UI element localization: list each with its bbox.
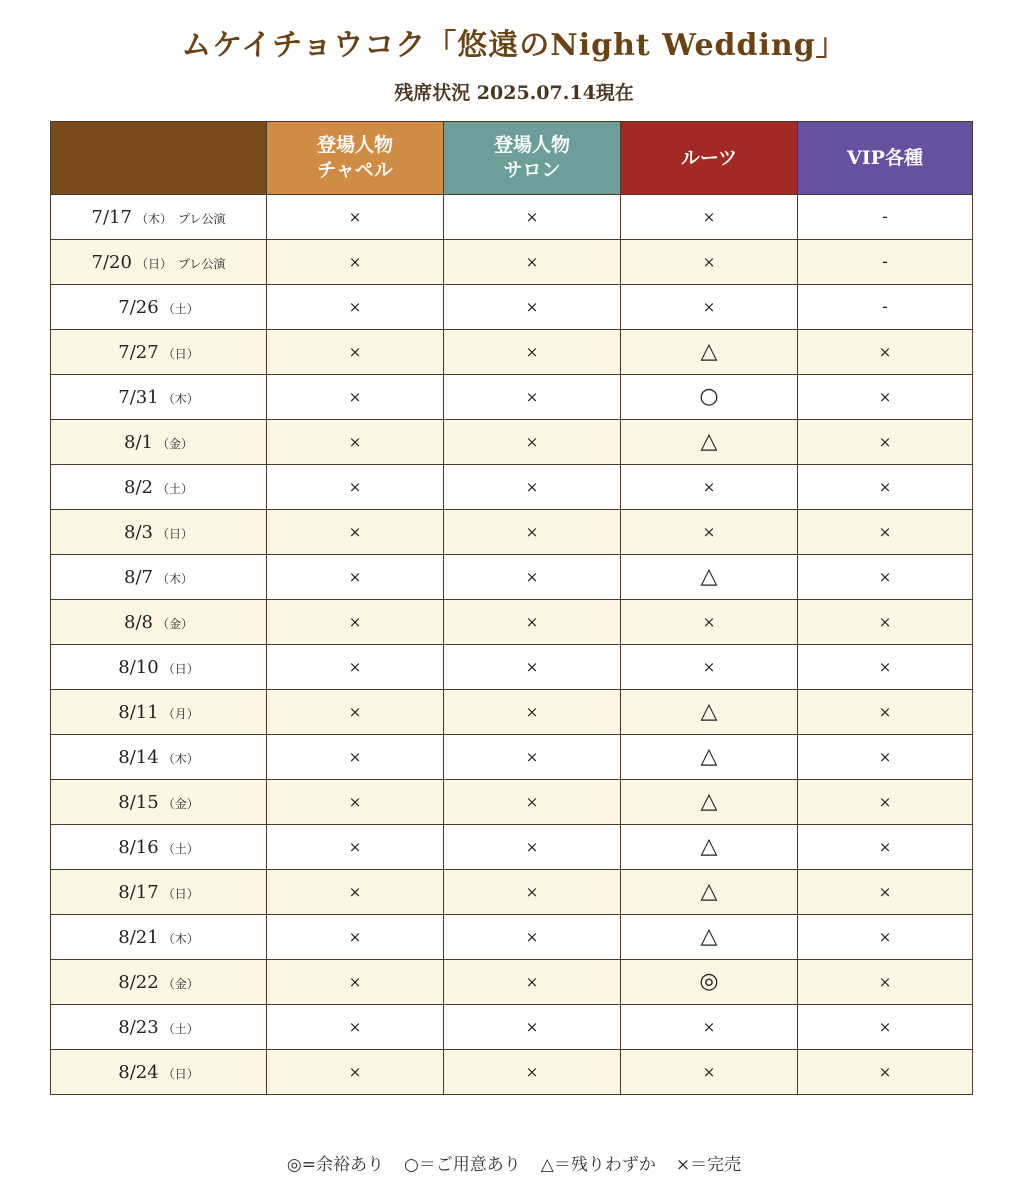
status-cell: [444, 555, 621, 600]
status-cell: [444, 780, 621, 825]
performance-date: 8/7: [124, 566, 153, 588]
not-applicable-mark: -: [882, 297, 888, 317]
status-cell: [267, 510, 444, 555]
sold-out-mark: ×: [525, 298, 539, 316]
legend-item: △＝残りわずか: [540, 1155, 656, 1175]
table-row: [51, 1050, 973, 1095]
status-cell: [621, 330, 798, 375]
status-cell: [267, 465, 444, 510]
date-cell: [51, 1050, 267, 1095]
performance-date: 8/8: [124, 611, 153, 633]
status-cell: [621, 645, 798, 690]
table-row: [51, 690, 973, 735]
sold-out-mark: ×: [702, 208, 716, 226]
not-applicable-mark: -: [882, 252, 888, 272]
sold-out-mark: ×: [525, 253, 539, 271]
date-cell: [51, 375, 267, 420]
table-row: [51, 285, 973, 330]
page-title: ムケイチョウコク「悠遠のNight Wedding」: [181, 28, 847, 63]
status-cell: [267, 1005, 444, 1050]
status-cell: [621, 735, 798, 780]
table-row: [51, 510, 973, 555]
sold-out-mark: ×: [525, 703, 539, 721]
status-cell: [444, 645, 621, 690]
status-cell: [444, 1005, 621, 1050]
status-cell: [267, 330, 444, 375]
status-cell: [267, 825, 444, 870]
status-cell: [267, 375, 444, 420]
performance-date: 8/24: [118, 1061, 159, 1083]
sold-out-mark: ×: [525, 568, 539, 586]
performance-date: 8/22: [118, 971, 159, 993]
sold-out-mark: ×: [348, 568, 362, 586]
table-row: [51, 735, 973, 780]
table-row: [51, 600, 973, 645]
status-cell: [267, 420, 444, 465]
date-cell: [51, 330, 267, 375]
table-row: [51, 780, 973, 825]
sold-out-mark: ×: [348, 253, 362, 271]
sold-out-mark: ×: [525, 973, 539, 991]
day-of-week: （木）: [156, 571, 193, 586]
status-cell: [267, 600, 444, 645]
legend-item: ◎=余裕あり: [286, 1155, 384, 1175]
sold-out-mark: ×: [702, 298, 716, 316]
sold-out-mark: ×: [702, 613, 716, 631]
performance-date: 8/23: [118, 1016, 159, 1038]
sold-out-mark: ×: [525, 343, 539, 361]
status-cell: [267, 960, 444, 1005]
day-of-week: （日）: [135, 256, 172, 271]
sold-out-mark: ×: [878, 883, 892, 901]
day-of-week: （木）: [162, 391, 199, 406]
sold-out-mark: ×: [348, 388, 362, 406]
sold-out-mark: ×: [525, 748, 539, 766]
performance-date: 7/26: [118, 296, 159, 318]
status-cell: [798, 1050, 973, 1095]
performance-date: 8/14: [118, 746, 159, 768]
sold-out-mark: ×: [878, 478, 892, 496]
status-cell: [444, 285, 621, 330]
status-cell: [621, 780, 798, 825]
sold-out-mark: ×: [878, 343, 892, 361]
status-cell: [267, 690, 444, 735]
status-cell: [798, 690, 973, 735]
status-cell: [621, 1050, 798, 1095]
status-cell: [621, 420, 798, 465]
date-cell: [51, 870, 267, 915]
status-cell: [621, 465, 798, 510]
few-left-mark: △: [700, 429, 718, 454]
table-row: [51, 420, 973, 465]
day-of-week: （木）: [162, 751, 199, 766]
table-row: [51, 465, 973, 510]
status-cell: [444, 870, 621, 915]
sold-out-mark: ×: [348, 883, 362, 901]
status-cell: [621, 285, 798, 330]
date-cell: [51, 645, 267, 690]
few-left-mark: △: [700, 924, 718, 949]
day-of-week: （金）: [156, 436, 193, 451]
availability-table: [50, 121, 973, 1095]
status-cell: [798, 195, 973, 240]
sold-out-mark: ×: [525, 1063, 539, 1081]
status-cell: [621, 555, 798, 600]
status-cell: [267, 780, 444, 825]
sold-out-mark: ×: [702, 478, 716, 496]
sold-out-mark: ×: [348, 973, 362, 991]
performance-date: 8/3: [124, 521, 153, 543]
performance-date: 7/31: [118, 386, 159, 408]
status-cell: [798, 555, 973, 600]
sold-out-mark: ×: [348, 793, 362, 811]
day-of-week: （日）: [162, 1066, 199, 1081]
sold-out-mark: ×: [525, 1018, 539, 1036]
status-cell: [444, 1050, 621, 1095]
legend-item: ×＝完売: [675, 1155, 742, 1175]
performance-date: 8/10: [118, 656, 159, 678]
sold-out-mark: ×: [702, 523, 716, 541]
sold-out-mark: ×: [525, 928, 539, 946]
status-cell: [621, 1005, 798, 1050]
sold-out-mark: ×: [878, 1018, 892, 1036]
day-of-week: （木）: [135, 211, 172, 226]
table-row: [51, 825, 973, 870]
sold-out-mark: ×: [525, 613, 539, 631]
day-of-week: （土）: [156, 481, 193, 496]
status-cell: [444, 420, 621, 465]
status-cell: [267, 240, 444, 285]
column-header: 登場人物 チャペル: [267, 122, 444, 195]
status-cell: [621, 375, 798, 420]
sold-out-mark: ×: [525, 523, 539, 541]
performance-date: 7/20: [91, 251, 132, 273]
table-body: [51, 195, 973, 1095]
status-cell: [798, 870, 973, 915]
few-left-mark: △: [700, 339, 718, 364]
sold-out-mark: ×: [878, 793, 892, 811]
sold-out-mark: ×: [525, 838, 539, 856]
column-header: VIP各種: [798, 122, 973, 195]
table-row: [51, 960, 973, 1005]
sold-out-mark: ×: [525, 433, 539, 451]
status-cell: [267, 870, 444, 915]
table-row: [51, 240, 973, 285]
sold-out-mark: ×: [878, 748, 892, 766]
day-of-week: （土）: [162, 841, 199, 856]
status-cell: [444, 240, 621, 285]
sold-out-mark: ×: [348, 433, 362, 451]
status-cell: [798, 420, 973, 465]
day-of-week: （日）: [162, 346, 199, 361]
sold-out-mark: ×: [878, 1063, 892, 1081]
status-cell: [444, 915, 621, 960]
status-cell: [267, 285, 444, 330]
day-of-week: （日）: [162, 886, 199, 901]
date-cell: [51, 465, 267, 510]
date-cell: [51, 510, 267, 555]
status-cell: [621, 195, 798, 240]
few-left-mark: △: [700, 879, 718, 904]
table-row: [51, 870, 973, 915]
sold-out-mark: ×: [878, 613, 892, 631]
sold-out-mark: ×: [525, 478, 539, 496]
table-header-row: [51, 122, 973, 195]
date-cell: [51, 1005, 267, 1050]
performance-date: 7/27: [118, 341, 159, 363]
day-of-week: （日）: [162, 661, 199, 676]
status-cell: [444, 735, 621, 780]
day-of-week: （金）: [162, 976, 199, 991]
sold-out-mark: ×: [878, 568, 892, 586]
column-header: 登場人物 サロン: [444, 122, 621, 195]
sold-out-mark: ×: [525, 658, 539, 676]
sold-out-mark: ×: [348, 613, 362, 631]
sold-out-mark: ×: [348, 838, 362, 856]
status-cell: [444, 510, 621, 555]
status-cell: [267, 645, 444, 690]
corner-cell: [51, 122, 267, 195]
sold-out-mark: ×: [348, 208, 362, 226]
status-cell: [798, 780, 973, 825]
day-of-week: （木）: [162, 931, 199, 946]
status-cell: [444, 825, 621, 870]
status-cell: [798, 330, 973, 375]
not-applicable-mark: -: [882, 207, 888, 227]
status-cell: [444, 465, 621, 510]
date-cell: [51, 285, 267, 330]
status-cell: [444, 330, 621, 375]
status-cell: [267, 735, 444, 780]
sold-out-mark: ×: [525, 208, 539, 226]
legend-item: ○＝ご用意あり: [403, 1155, 521, 1175]
status-cell: [267, 915, 444, 960]
status-cell: [621, 600, 798, 645]
status-cell: [267, 195, 444, 240]
date-cell: [51, 420, 267, 465]
day-of-week: （日）: [156, 526, 193, 541]
date-cell: [51, 780, 267, 825]
date-cell: [51, 915, 267, 960]
status-cell: [444, 375, 621, 420]
table-row: [51, 330, 973, 375]
day-of-week: （土）: [162, 1021, 199, 1036]
few-left-mark: △: [700, 744, 718, 769]
status-cell: [798, 465, 973, 510]
status-cell: [267, 1050, 444, 1095]
sold-out-mark: ×: [702, 1063, 716, 1081]
table-row: [51, 915, 973, 960]
sold-out-mark: ×: [525, 388, 539, 406]
sold-out-mark: ×: [878, 838, 892, 856]
sold-out-mark: ×: [348, 928, 362, 946]
date-cell: [51, 240, 267, 285]
status-cell: [444, 690, 621, 735]
few-left-mark: △: [700, 789, 718, 814]
column-header: ルーツ: [621, 122, 798, 195]
sold-out-mark: ×: [525, 883, 539, 901]
preview-note: プレ公演: [177, 256, 226, 271]
date-cell: [51, 690, 267, 735]
date-cell: [51, 960, 267, 1005]
sold-out-mark: ×: [878, 703, 892, 721]
date-cell: [51, 600, 267, 645]
sold-out-mark: ×: [702, 658, 716, 676]
sold-out-mark: ×: [348, 523, 362, 541]
sold-out-mark: ×: [878, 658, 892, 676]
status-cell: [444, 195, 621, 240]
status-cell: [798, 375, 973, 420]
performance-date: 8/17: [118, 881, 159, 903]
status-cell: [267, 555, 444, 600]
status-cell: [621, 915, 798, 960]
sold-out-mark: ×: [878, 523, 892, 541]
status-cell: [621, 240, 798, 285]
status-cell: [798, 600, 973, 645]
day-of-week: （土）: [162, 301, 199, 316]
day-of-week: （月）: [162, 706, 199, 721]
date-cell: [51, 555, 267, 600]
table-row: [51, 195, 973, 240]
sold-out-mark: ×: [702, 1018, 716, 1036]
table-row: [51, 555, 973, 600]
few-left-mark: △: [700, 564, 718, 589]
sold-out-mark: ×: [348, 478, 362, 496]
sold-out-mark: ×: [878, 433, 892, 451]
sold-out-mark: ×: [348, 703, 362, 721]
status-cell: [798, 510, 973, 555]
legend: [0, 1150, 1028, 1175]
sold-out-mark: ×: [348, 1018, 362, 1036]
performance-date: 8/16: [118, 836, 159, 858]
few-left-mark: △: [700, 834, 718, 859]
table-row: [51, 645, 973, 690]
sold-out-mark: ×: [348, 1063, 362, 1081]
date-cell: [51, 735, 267, 780]
sold-out-mark: ×: [348, 343, 362, 361]
performance-date: 8/2: [124, 476, 153, 498]
table-row: [51, 375, 973, 420]
sold-out-mark: ×: [348, 748, 362, 766]
day-of-week: （金）: [156, 616, 193, 631]
table-row: [51, 1005, 973, 1050]
performance-date: 8/11: [118, 701, 159, 723]
available-mark: ○: [699, 384, 719, 409]
preview-note: プレ公演: [177, 211, 226, 226]
performance-date: 7/17: [91, 206, 132, 228]
status-cell: [621, 960, 798, 1005]
sold-out-mark: ×: [878, 973, 892, 991]
sold-out-mark: ×: [878, 928, 892, 946]
date-cell: [51, 825, 267, 870]
status-cell: [798, 645, 973, 690]
sold-out-mark: ×: [878, 388, 892, 406]
sold-out-mark: ×: [348, 658, 362, 676]
plenty-mark: ◎: [699, 969, 719, 994]
page-subtitle: 残席状況 2025.07.14現在: [394, 82, 634, 104]
few-left-mark: △: [700, 699, 718, 724]
status-cell: [798, 825, 973, 870]
date-cell: [51, 195, 267, 240]
performance-date: 8/1: [124, 431, 153, 453]
sold-out-mark: ×: [702, 253, 716, 271]
status-cell: [621, 510, 798, 555]
status-cell: [798, 285, 973, 330]
status-cell: [798, 915, 973, 960]
status-cell: [621, 825, 798, 870]
status-cell: [798, 960, 973, 1005]
status-cell: [621, 690, 798, 735]
sold-out-mark: ×: [525, 793, 539, 811]
status-cell: [798, 1005, 973, 1050]
performance-date: 8/15: [118, 791, 159, 813]
status-cell: [798, 735, 973, 780]
day-of-week: （金）: [162, 796, 199, 811]
status-cell: [621, 870, 798, 915]
status-cell: [444, 600, 621, 645]
sold-out-mark: ×: [348, 298, 362, 316]
status-cell: [444, 960, 621, 1005]
performance-date: 8/21: [118, 926, 159, 948]
status-cell: [798, 240, 973, 285]
